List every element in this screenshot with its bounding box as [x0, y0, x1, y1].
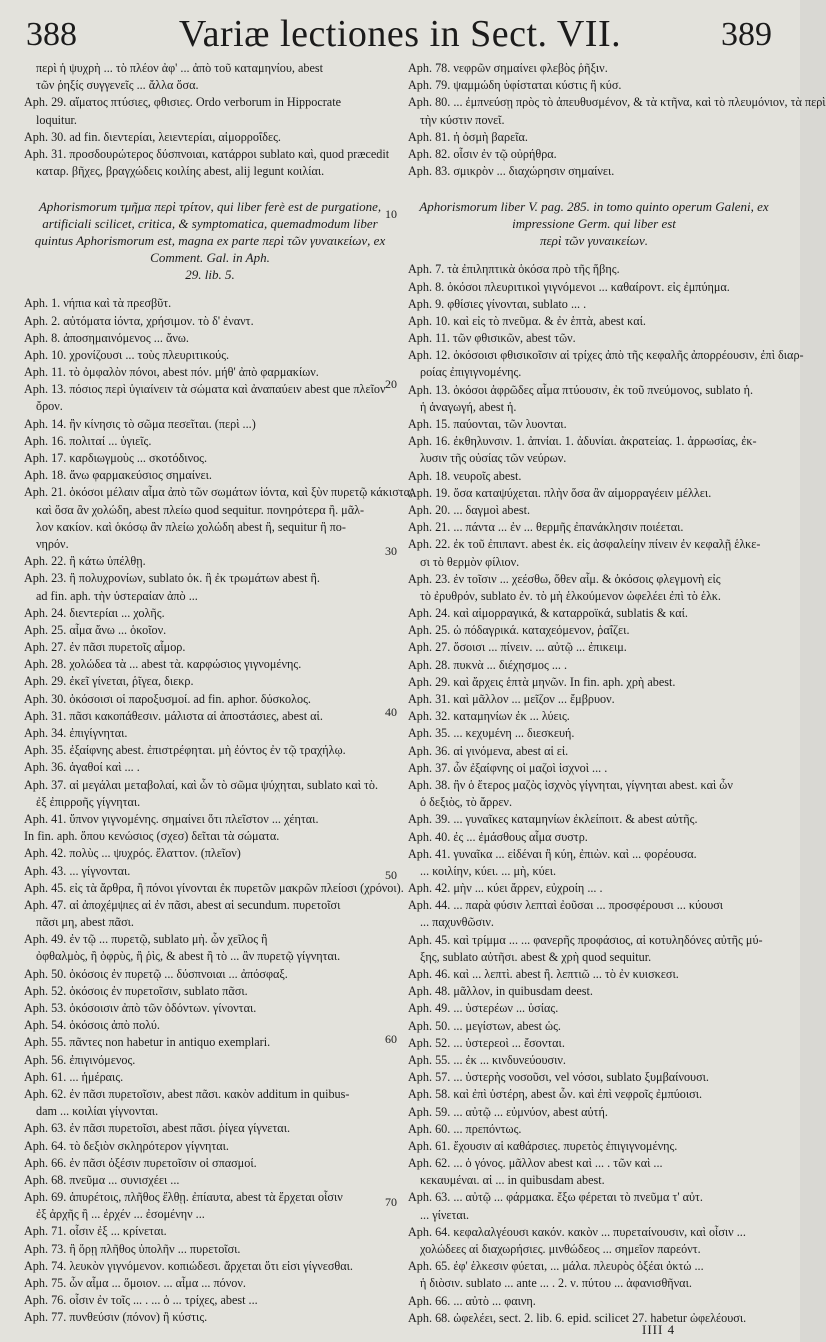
text-line: Aph. 18. ἄνω φαρμακεύσιος σημαίνει.	[24, 468, 212, 483]
margin-line-number: 10	[385, 207, 397, 221]
text-line: dam ... κοιλίαι γίγνονται.	[36, 1104, 159, 1119]
text-line: περὶ ἡ ψυχρὴ ... τὸ πλέον ἀφ' ... ἀπὸ τοῦ καταμηνίου, abest	[36, 61, 323, 75]
text-line: Aph. 14. ἢν κίνησις τὸ σῶμα πεσεῖται. (περὶ ...)	[24, 416, 256, 431]
text-line: ad fin. aph. τὴν ὑστεραίαν ἀπὸ ...	[36, 588, 198, 603]
signature-mark: IIII 4	[642, 1322, 676, 1337]
margin-line-number: 20	[385, 377, 397, 391]
text-line: Aph. 59. ... αὐτῷ ... εὐμνύον, abest αὐτή.	[408, 1104, 608, 1119]
margin-line-number: 70	[385, 1195, 397, 1209]
text-line: Aph. 76. οἷσιν ἐν τοῖς ... . ... ὁ ... τρίχες, abest ...	[24, 1293, 258, 1308]
text-line: ... παχυνθῶσιν.	[420, 915, 494, 930]
text-line: πᾶσι μη, abest πᾶσι.	[36, 915, 134, 930]
text-line: Aph. 69. ἀπυρέτοις, πλῆθος ἔλθῃ. ἐπίαυτα, abest τὰ ἔρχεται οἷσιν	[24, 1190, 343, 1205]
text-line: Aph. 21. ... πάντα ... ἐν ... θερμῆς ἐπανάκλησιν ποιέεται.	[408, 520, 684, 535]
text-line: Aph. 11. τὸ ὀμφαλὸν πόνοι, abest πόν. μήθ' ἀπὸ φαρμακίων.	[24, 365, 319, 380]
text-line: Aph. 82. οἷσιν ἐν τῷ οὐρήθρα.	[408, 146, 557, 161]
text-line: Aph. 31. προσδουρώτερος δύσπνοιαι, κατάρροι sublato καὶ, quod præcedit	[24, 146, 390, 161]
text-line: Aph. 44. ... παρὰ φύσιν λεπταὶ ἐοῦσαι ... προσφέρουσι ... κύουσι	[408, 898, 724, 913]
text-line: νηρόν.	[36, 536, 69, 551]
text-line: loquitur.	[36, 112, 77, 127]
left-section-heading-sub: 29. lib. 5.	[185, 267, 235, 283]
text-line: Aph. 23. ἐν τοῖσιν ... χεέσθω, ὅθεν αἷμ. & ὁκόσοις φλεγμονὴ εἰς	[408, 571, 721, 586]
text-line: τὴν κύστιν πονεῖ.	[420, 112, 505, 127]
text-line: Aph. 71. οἷσιν ἐξ ... κρίνεται.	[24, 1224, 167, 1239]
text-line: Aph. 38. ἢν ὁ ἕτερος μαζὸς ἰσχνὸς γίγνηται, γίγνηται abest. καὶ ὧν	[408, 777, 733, 792]
text-line: Aph. 66. ἐν πᾶσι ὀξέσιν πυρετοῖσιν οἱ σπασμοί.	[24, 1155, 257, 1170]
text-line: ὁ δεξιὸς, τὸ ἄρρεν.	[420, 795, 512, 810]
text-line: Aph. 37. αἱ μεγάλαι μεταβολαί, καὶ ὧν τὸ σῶμα ψύχηται, sublato καὶ τὸ.	[24, 777, 379, 792]
text-line: Aph. 68. πνεῦμα ... συνισχέει ...	[24, 1172, 180, 1187]
text-line: Aph. 79. ψαμμώδη ὑφίσταται κύστις ἢ κύσ.	[408, 78, 622, 93]
text-line: Aph. 22. ἐκ τοῦ ἐπιπαντ. abest ἐκ. εἰς ἀσφαλείην πίνειν ἐν κεφαλῇ ἑλκε-	[408, 537, 761, 552]
left-top-lines	[24, 60, 396, 180]
text-line: Aph. 22. ἢ κάτω ὑπέλθῃ.	[24, 554, 146, 569]
text-line: Aph. 42. μὴν ... κύει ἄρρεν, εὐχροίη ... .	[408, 881, 603, 896]
left-aphorism-lines	[24, 295, 414, 1326]
text-line: Aph. 39. ... γυναῖκες καταμηνίων ἐκλείποιτ. & abest αὐτῆς.	[408, 812, 698, 827]
text-line: Aph. 81. ἡ ὀσμὴ βαρεῖα.	[408, 129, 528, 144]
right-aphorism-lines	[408, 261, 804, 1327]
text-line: Aph. 77. πυνθεύσιν (πόνον) ἢ κύστις.	[24, 1310, 208, 1325]
text-line: κεκαυμέναι. αἱ ... in quibusdam abest.	[420, 1173, 605, 1188]
text-line: ροίας ἐπιγιγνομένης.	[420, 365, 522, 380]
text-line: Aph. 12. ὁκόσοισι φθισικοῖσιν αἱ τρίχες ἀπὸ τῆς κεφαλῆς ἀπορρέουσιν, ἐπὶ διαρ-	[408, 348, 804, 363]
text-line: Aph. 16. ἐκθηλυνσιν. 1. ἀπνίαι. 1. ἀδυνίαι. ἀκρατείας. 1. ἀρρωσίας, ἐκ-	[408, 434, 757, 449]
text-line: σι τὸ θερμὸν φίλιον.	[420, 554, 520, 569]
text-line: Aph. 20. ... δαγμοὶ abest.	[408, 502, 531, 517]
text-line: ἐξ ἐπιρροῆς γίγνηται.	[36, 794, 141, 809]
text-line: Aph. 49. ἐν τῷ ... πυρετῷ, sublato μὴ. ὧν χεῖλος ἢ	[24, 932, 268, 947]
text-line: Aph. 54. ὁκόσοις ἀπὸ πολύ.	[24, 1018, 160, 1033]
text-line: Aph. 49. ... ὑστερέων ... ὑσίας.	[408, 1001, 559, 1016]
text-line: Aph. 25. ὡ πόδαγρικά. καταχεόμενον, ῥαΐζει.	[408, 623, 630, 638]
text-line: Aph. 18. νευροῖς abest.	[408, 468, 522, 483]
text-line: Aph. 45. καὶ τρίμμα ... ... φανερῆς προφάσιος, αἱ κοτυληδόνες αὐτῆς μύ-	[408, 932, 763, 947]
page-number-right: 389	[721, 16, 772, 53]
text-line: Aph. 10. καὶ εἰς τὸ πνεῦμα. & ἐν ἑπτὰ, abest καί.	[408, 313, 646, 328]
text-line: Aph. 61. ἔχουσιν αἱ καθάρσιες. πυρετὸς ἐπιγιγνομένης.	[408, 1138, 678, 1153]
text-line: Aph. 28. χολώδεα τὰ ... abest τὰ. καρφώσιος γιγνομένης.	[24, 657, 302, 672]
text-line: Aph. 17. καρδιωγμοὺς ... σκοτόδινος.	[24, 451, 208, 465]
text-line: ἐξ ἀρχῆς ἢ ... ἐρχέν ... ἐσομένην ...	[36, 1207, 205, 1222]
text-line: Aph. 35. ἐξαίφνης abest. ἐπιστρέφηται. μὴ ἐόντος ἐν τῷ τραχήλῳ.	[24, 743, 346, 758]
margin-line-number: 30	[385, 544, 397, 558]
text-line: τῶν ῥηξίς συγγενεῖς ... ἄλλα ὅσα.	[36, 78, 199, 93]
text-line: Aph. 74. λευκὸν γιγνόμενον. κοπιώδεσι. ἄρχεται ὅτι εἰσι γίγνεσθαι.	[24, 1258, 353, 1273]
text-line: Aph. 50. ὁκόσοις ἐν πυρετῷ ... δύσπνοιαι ... ἀπόσφαξ.	[24, 966, 288, 981]
text-line: Aph. 34. ἐπιγίγνηται.	[24, 726, 128, 740]
text-line: Aph. 83. σμικρὸν ... διαχώρησιν σημαίνει.	[408, 164, 615, 179]
text-line: Aph. 16. πολιταί ... ὑγιεῖς.	[24, 433, 152, 448]
text-line: Aph. 47. αἱ ἀποχέμψιες αἱ ἐν πᾶσι, abest αἱ secundum. πυρετοῖσι	[24, 897, 341, 912]
text-line: Aph. 11. τῶν φθισικῶν, abest τῶν.	[408, 331, 576, 346]
text-line: Aph. 66. ... αὐτὸ ... φαινη.	[408, 1293, 536, 1308]
text-line: Aph. 7. τὰ ἐπιληπτικὰ ὁκόσα πρὸ τῆς ἥβης.	[408, 262, 620, 277]
text-line: λυσιν τῆς οὐσίας τῶν νεύρων.	[420, 451, 567, 466]
text-line: Aph. 27. ἐν πᾶσι πυρετοῖς αἷμορ.	[24, 640, 186, 655]
text-line: ὄρον.	[36, 399, 63, 414]
text-line: Aph. 46. καὶ ... λεπτὶ. abest ἢ. λεπτιῶ ... τὸ ἐν κυισκεσι.	[408, 967, 679, 981]
text-line: Aph. 61. ... ἡμέραις.	[24, 1069, 124, 1084]
text-line: καταρ. βῆχες, βραγχώδεις κοιλίης abest, alij legunt κοιλίαι.	[36, 164, 325, 179]
left-section-heading	[24, 198, 396, 283]
margin-line-number: 50	[385, 868, 397, 882]
text-line: Aph. 31. καὶ μᾶλλον ... μεῖζον ... ἔμβρυον.	[408, 692, 615, 706]
text-line: Aph. 31. πᾶσι κακοπάθεσιν. μάλιστα αἱ ἀποστάσιες, abest αἱ.	[24, 708, 323, 723]
running-title: Variæ lectiones in Sect. VII.	[178, 13, 622, 55]
text-line: ξης, sublato αὐτῆσι. abest & χρὴ quod sequitur.	[420, 949, 652, 964]
text-line: Aph. 60. ... πρεπόντως.	[408, 1121, 522, 1136]
text-line: Aph. 80. ... ἐμπνεύσῃ πρὸς τὸ ἀπευθυσμένον, & τὰ κτῆνα, καὶ τὸ πλευμόνιον, τὰ περὶ	[408, 95, 826, 110]
text-line: Aph. 13. ὁκόσοι ἀφρῶδες αἷμα πτύουσιν, ἐκ τοῦ πνεύμονος, sublato ἡ.	[408, 382, 753, 397]
text-line: In fin. aph. ὅπου κενώσιος (σχεσ) δεῖται τὰ σώματα.	[24, 829, 280, 844]
text-line: ... κοιλίην, κύει. ... μὴ, κύει.	[420, 863, 557, 878]
left-column	[24, 60, 414, 1327]
text-line: Aph. 13. πόσιος περὶ ὑγιαίνειν τὰ σώματα καὶ ἀναπαύειν abest que πλεῖον	[24, 382, 386, 397]
text-line: Aph. 73. ἢ ὅρῃ πλῆθος ὑπολῆν ... πυρετοῖσι.	[24, 1241, 241, 1256]
text-line: Aph. 55. ... ἐκ ... κινδυνεύουσιν.	[408, 1052, 566, 1067]
text-line: Aph. 64. τὸ δεξιὸν σκληρότερον γίγνηται.	[24, 1138, 229, 1153]
text-line: Aph. 57. ... ὑστερὴς νοσοῦσι, vel νόσοι, sublato ξυμβαίνουσι.	[408, 1070, 709, 1085]
text-line: Aph. 42. πολὺς ... ψυχρός. ἔλαττον. (πλεῖον)	[24, 846, 241, 861]
running-header	[0, 10, 800, 55]
text-line: τὸ ἐρυθρόν, sublato ἐν. τὸ μὴ ἑλκούμενον ὠφελέει ἐπὶ τὸ ἑλκ.	[420, 588, 721, 603]
text-line: Aph. 24. καὶ αἱμορραγικά, & καταρροϊκά, sublatis & καί.	[408, 606, 688, 621]
text-line: ὀφθαλμὸς, ἢ ὀφρὺς, ἢ ῥὶς, & abest ἢ τὸ ... ἂν πυρετῷ γίγνηται.	[36, 949, 341, 964]
text-line: λον κακίον. καὶ ὁκόσῳ ἂν πλείω χολώδη abest ἢ, sequitur ἢ πο-	[36, 519, 346, 534]
text-line: Aph. 10. χρονίζουσι ... τοὺς πλευριτικούς.	[24, 347, 230, 362]
text-line: Aph. 21. ὁκόσοι μέλαιν αἷμα ἀπὸ τῶν σωμάτων ἰόντα, καὶ ξὺν πυρετῷ κάκιστα,	[24, 485, 414, 500]
text-line: ἡ διὸσιν. sublato ... ante ... . 2. ν. πύτου ... ἀφανισθῆναι.	[420, 1276, 692, 1291]
text-line: Aph. 28. πυκνὰ ... διέχησμος ... .	[408, 657, 568, 672]
text-line: Aph. 48. μᾶλλον, in quibusdam deest.	[408, 984, 593, 999]
text-line: ἡ ἀναγωγή, abest ἡ.	[420, 399, 517, 414]
text-line: χολώδεες αἱ διαχωρήσιες. μινθώδεος ... σημεῖον παρεόντ.	[420, 1242, 701, 1256]
text-line: Aph. 41. ὕπνον γιγνομένης. σημαίνει ὅτι πλεῖστον ... χέηται.	[24, 811, 319, 826]
text-line: Aph. 41. γυναῖκα ... εἰδέναι ἢ κύη, ἐπιὼν. καὶ ... φορέουσα.	[408, 846, 697, 861]
margin-line-number: 40	[385, 705, 397, 719]
text-line: Aph. 58. καὶ ἐπὶ ὑστέρη, abest ὧν. καὶ ἐπὶ νεφροῖς ἐμπύοισι.	[408, 1087, 703, 1102]
text-line: Aph. 9. φθίσιες γίνονται, sublato ... .	[408, 296, 587, 311]
text-line: Aph. 30. ὁκόσοισι οἱ παροξυσμοί. ad fin. aphor. δύσκολος.	[24, 691, 311, 706]
text-line: Aph. 50. ... μεγίστων, abest ὡς.	[408, 1018, 561, 1033]
text-line: Aph. 23. ἢ πολυχρονίων, sublato ὁκ. ἢ ἐκ τρωμάτων abest ἢ.	[24, 571, 320, 586]
text-line: Aph. 8. ἀποσημαινόμενος ... ἄνω.	[24, 330, 189, 345]
text-line: ... γίνεται.	[420, 1207, 470, 1222]
text-line: Aph. 25. αἷμα ἄνω ... ὁκοῖον.	[24, 622, 167, 637]
text-line: Aph. 55. πᾶντες non habetur in antiquo exemplari.	[24, 1035, 271, 1050]
text-line: Aph. 52. ... ὑστερεοὶ ... ἔσονται.	[408, 1035, 565, 1050]
right-section-heading	[408, 198, 780, 249]
text-line: Aph. 64. κεφαλαλγέουσι κακόν. κακὸν ... πυρεταίνουσιν, καὶ οἷσιν ...	[408, 1224, 746, 1239]
text-line: Aph. 15. παύονται, τῶν λυονται.	[408, 417, 567, 431]
text-line: Aph. 30. ad fin. διεντερίαι, λειεντερίαι, αἱμορροΐδες.	[24, 129, 281, 144]
text-line: Aph. 27. ὅσοισι ... πίνειν. ... αὐτῷ ... ἐπικειμ.	[408, 640, 627, 655]
text-line: Aph. 40. ἐς ... ἐμάσθους αἷμα συστρ.	[408, 829, 588, 844]
margin-line-number: 60	[385, 1032, 397, 1046]
text-line: Aph. 36. ἀγαθοί καὶ ... .	[24, 760, 140, 775]
text-line: Aph. 45. εἰς τὰ ἄρθρα, ἢ πόνοι γίνονται ἐκ πυρετῶν μακρῶν πλείοσι (χρόνοι).	[24, 880, 404, 895]
text-line: Aph. 62. ἐν πᾶσι πυρετοῖσιν, abest πᾶσι. κακὸν additum in quibus-	[24, 1086, 350, 1101]
text-line: Aph. 52. ὁκόσοις ἐν πυρετοῖσιν, sublato πᾶσι.	[24, 983, 248, 998]
text-line: Aph. 32. καταμηνίων ἐκ ... λύεις.	[408, 709, 570, 724]
text-line: Aph. 53. ὁκόσοισιν ἀπὸ τῶν ὀδόντων. γίνονται.	[24, 1001, 257, 1015]
text-line: Aph. 62. ... ὁ γόνος. μᾶλλον abest καὶ ... . τῶν καὶ ...	[408, 1156, 663, 1171]
text-line: Aph. 78. νεφρῶν σημαίνει φλεβὸς ῥῆξιν.	[408, 61, 608, 75]
text-line: Aph. 24. διεντερίαι ... χολῆς.	[24, 605, 165, 620]
text-line: Aph. 68. ὠφελέει, sect. 2. lib. 6. epid. scilicet 27. habetur ὠφελέουσι.	[408, 1310, 747, 1325]
text-line: Aph. 43. ... γίγνονται.	[24, 863, 131, 878]
text-line: Aph. 65. ἐφ' ἑλκεσιν φύεται, ... μάλα. πλευρὸς ὀξέαι ὀκτώ ...	[408, 1259, 704, 1274]
text-line: Aph. 63. ἐν πᾶσι πυρετοῖσι, abest πᾶσι. ῥίγεα γίγνεται.	[24, 1121, 291, 1136]
text-line: Aph. 63. ... αὐτῷ ... φάρμακα. ἔξω φέρεται τὸ πνεῦμα τ' αὐτ.	[408, 1190, 703, 1205]
text-line: Aph. 35. ... κεχυμένη ... διεσκευή.	[408, 726, 575, 741]
left-section-heading-text: Aphorismorum τμῆμα περὶ τρίτον, qui liber ferè est de purgatione, artificiali scilicet, critica, & symptomatica, quemadmodum liber quintus Aphorismorum est, magna ex parte περὶ τῶν γυναικείων, ex Comment. Gal. in Aph.	[34, 199, 386, 266]
text-line: Aph. 56. ἐπιγινόμενος.	[24, 1052, 136, 1067]
right-section-heading-text: Aphorismorum liber V. pag. 285. in tomo quinto operum Galeni, ex impressione Germ. qui liber est	[419, 199, 769, 232]
text-line: Aph. 19. ὅσα καταψύχεται. πλὴν ὅσα ἂν αἱμορραγέειν μέλλει.	[408, 485, 712, 500]
text-line: Aph. 29. ἐκεῖ γίνεται, ῥῖγεα, διεκρ.	[24, 674, 194, 689]
text-line: καὶ ὅσα ἂν χολώδη, abest πλείω quod sequitur. πονηρότερα ἢ. μᾶλ-	[36, 502, 365, 517]
text-line: Aph. 75. ὧν αἷμα ... ὅμοιον. ... αἷμα ... πόνον.	[24, 1276, 246, 1290]
text-line: Aph. 29. καὶ ἄρχεις ἑπτὰ μηνῶν. In fin. aph. χρὴ abest.	[408, 674, 676, 689]
right-section-heading-sub: περὶ τῶν γυναικείων.	[539, 233, 649, 249]
right-top-lines	[408, 60, 826, 180]
text-line: Aph. 2. αὐτόματα ἰόντα, χρήσιμον. τὸ δ' ἐναντ.	[24, 313, 254, 328]
text-line: Aph. 29. αἵματος πτύσιες, φθισιες. Ordo verborum in Hippocrate	[24, 95, 342, 110]
text-line: Aph. 37. ὧν ἐξαίφνης οἱ μαζοὶ ἰσχνοὶ ... .	[408, 760, 608, 775]
right-column	[408, 60, 826, 1327]
text-line: Aph. 8. ὁκόσοι πλευριτικοὶ γιγνόμενοι ... καθαίροντ. εἰς ἐμπύημα.	[408, 279, 730, 294]
text-line: Aph. 36. αἱ γινόμενα, abest αἱ εἰ.	[408, 743, 569, 758]
text-line: Aph. 1. νήπια καὶ τὰ πρεσβῦτ.	[24, 296, 172, 311]
page-number-left: 388	[26, 16, 77, 53]
